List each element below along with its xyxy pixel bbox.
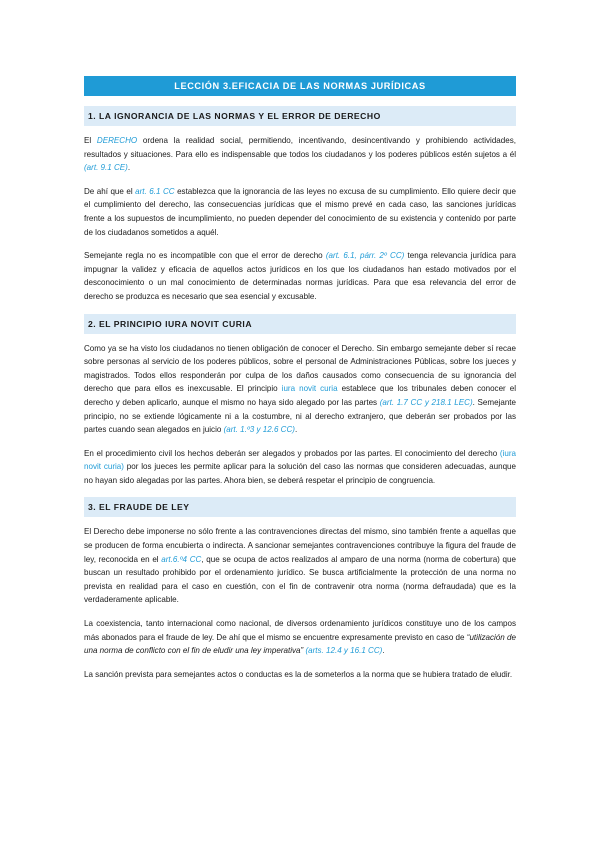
reference[interactable]: (art. 1.º3 y 12.6 CC) (223, 425, 295, 435)
iura-novit-curia-link[interactable]: iura novit curia (281, 384, 338, 394)
reference[interactable]: (art. 9.1 CE) (84, 163, 128, 173)
section-heading-2: 2. EL PRINCIPIO IURA NOVIT CURIA (84, 314, 516, 334)
iura-novit-curia-link[interactable]: (iura novit curia) (84, 448, 516, 472)
reference[interactable]: art. 6.1 CC (135, 186, 175, 196)
paragraph-3-3: La sanción prevista para semejantes actos o conductas es la de someterlos a la norma que se hubiera tratado de eludir. (84, 669, 513, 679)
paragraph-1-1: El DERECHO ordena la realidad social, permitiendo, incentivando, desincentivando y prohibiendo actividades, resultados y situaciones. Para ello es indispensable que todos los ciudadanos y los poderes públicos estén sujetos a él (art. 9.1 CE). (84, 136, 516, 173)
paragraph-3-2: La coexistencia, tanto internacional como nacional, de diversos ordenamiento jurídicos constituye uno de los campos más abonados para el fraude de ley. De ahí que el mismo se encuentre expresamente previsto en caso de “utilización de una norma de conflicto con el fin de eludir una ley imperativa” (arts. 12.4 y 16.1 CC). (84, 619, 516, 656)
reference[interactable]: (art. 6.1, párr. 2º CC) (325, 251, 405, 261)
lesson-title: LECCIÓN 3.EFICACIA DE LAS NORMAS JURÍDICAS (84, 76, 516, 96)
quote: “utilización de una norma de conflicto con el fin de eludir una ley imperativa” (84, 632, 516, 656)
reference[interactable]: (art. 1.7 CC y 218.1 LEC) (379, 397, 473, 407)
section-heading-1: 1. LA IGNORANCIA DE LAS NORMAS Y EL ERROR DE DERECHO (84, 106, 516, 126)
paragraph-1-2: De ahí que el art. 6.1 CC establezca que la ignorancia de las leyes no excusa de su cumplimiento. Ello quiere decir que el cumplimiento del derecho, las consecuencias jurídicas que el mismo prevé en cada caso, las sanciones jurídicas frente a los supuestos de incumplimiento, no pueden depender del conocimiento de su existencia y contenido por parte de los ciudadanos sometidos a aquél. (84, 186, 516, 237)
section-heading-3: 3. EL FRAUDE DE LEY (84, 497, 516, 517)
document-page (84, 76, 516, 681)
reference[interactable]: (arts. 12.4 y 16.1 CC) (305, 646, 383, 656)
derecho-link[interactable]: DERECHO (96, 136, 138, 145)
paragraph-3-1: El Derecho debe imponerse no sólo frente a las contravenciones directas del mismo, sino también frente a aquellas que se producen de forma encubierta o indirecta. A sancionar semejantes contravenciones contribuye la figura del fraude de ley, reconocida en el art.6.º4 CC, que se ocupa de actos realizados al amparo de una norma (norma de cobertura) que buscan un resultado prohibido por el ordenamiento jurídico. Se busca artificialmente la protección de una norma no prevista en realidad para el caso en cuestión, con el fin de contravenir otra norma (norma defraudada) que es la verdaderamente aplicable. (84, 527, 516, 605)
paragraph-2-1: Como ya se ha visto los ciudadanos no tienen obligación de conocer el Derecho. Sin embargo semejante deber sí recae sobre personas al servicio de los poderes públicos, sobre el personal de Administraciones Públicas, sobre los jueces y magistrados. Todos ellos responderán por culpa de los daños causados como consecuencia de su ignorancia del derecho que para ellos es inexcusable. El principio iura novit curia establece que los tribunales deben conocer el derecho y deben aplicarlo, aunque el mismo no haya sido alegado por las partes (art. 1.7 CC y 218.1 LEC). Semejante principio, no se extiende lógicamente ni a la costumbre, ni al derecho extranjero, que deberán ser probados por las partes cuando sean alegados en juicio (art. 1.º3 y 12.6 CC). (84, 343, 517, 435)
paragraph-1-3: Semejante regla no es incompatible con que el error de derecho (art. 6.1, párr. 2º CC) tenga relevancia jurídica para impugnar la validez y eficacia de aquellos actos jurídicos en los que los ciudadanos han estado motivados por el desconocimiento o un mal conocimiento de determinadas normas jurídicas. Para que esa relevancia del error de derecho se produzca es necesario que sea esencial y excusable. (84, 251, 516, 301)
reference[interactable]: art.6.º4 CC (161, 554, 202, 564)
paragraph-2-2: En el procedimiento civil los hechos deberán ser alegados y probados por las partes. El conocimiento del derecho (iura novit curia) por los jueces les permite aplicar para la solución del caso las normas que consideren adecuadas, aunque no hayan sido alegadas por las partes. Ahora bien, se deberá respetar el principio de congruencia. (84, 448, 516, 485)
